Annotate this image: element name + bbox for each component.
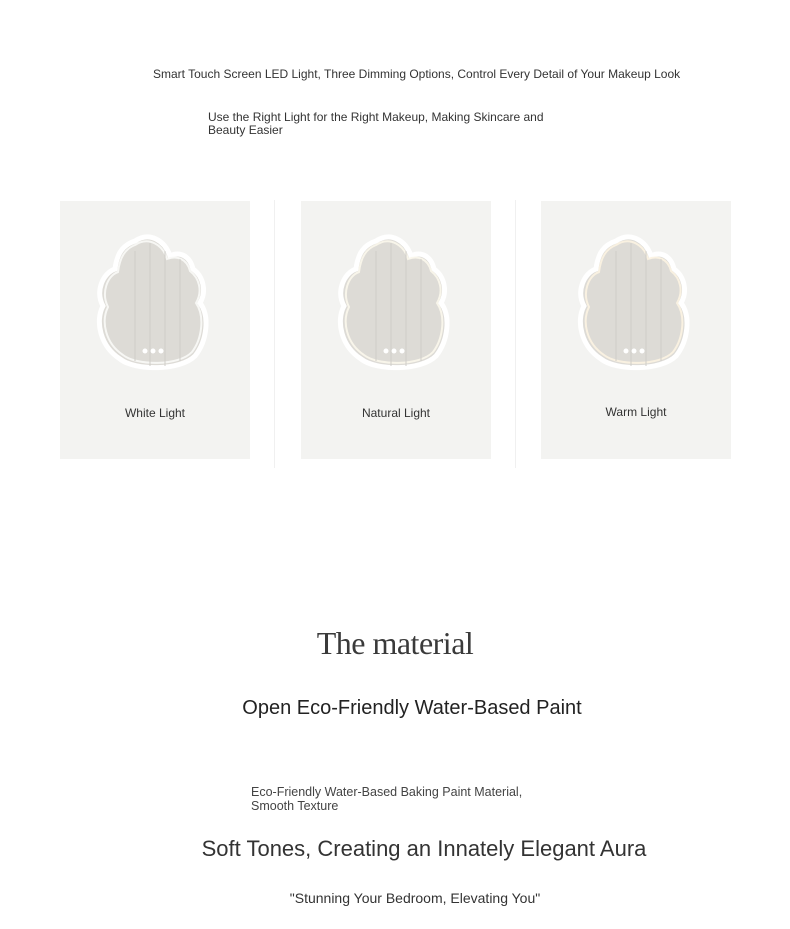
light-mode-card-warm [541, 201, 731, 459]
light-mode-label: Warm Light [605, 405, 667, 419]
light-mode-label: Natural Light [361, 406, 431, 420]
light-mode-label: White Light [124, 406, 186, 420]
intro-line-2: Use the Right Light for the Right Makeup, Making Skincare and Beauty Easier [208, 110, 544, 137]
section-title: The material [316, 625, 474, 661]
light-mode-card-white [60, 201, 250, 459]
cloud-mirror-icon [576, 231, 696, 376]
cloud-mirror-icon [336, 231, 456, 376]
material-feature: Eco-Friendly Water-Based Baking Paint Material, Smooth Texture [251, 785, 523, 813]
cloud-mirror-icon [95, 231, 215, 376]
material-heading: Open Eco-Friendly Water-Based Paint [242, 697, 582, 719]
card-divider [515, 200, 516, 468]
intro-line-1: Smart Touch Screen LED Light, Three Dimming Options, Control Every Detail of Your Makeup Look [153, 67, 681, 81]
light-mode-card-natural [301, 201, 491, 459]
tagline: Soft Tones, Creating an Innately Elegant Aura [201, 836, 647, 861]
quote: "Stunning Your Bedroom, Elevating You" [289, 890, 541, 906]
card-divider [274, 200, 275, 468]
